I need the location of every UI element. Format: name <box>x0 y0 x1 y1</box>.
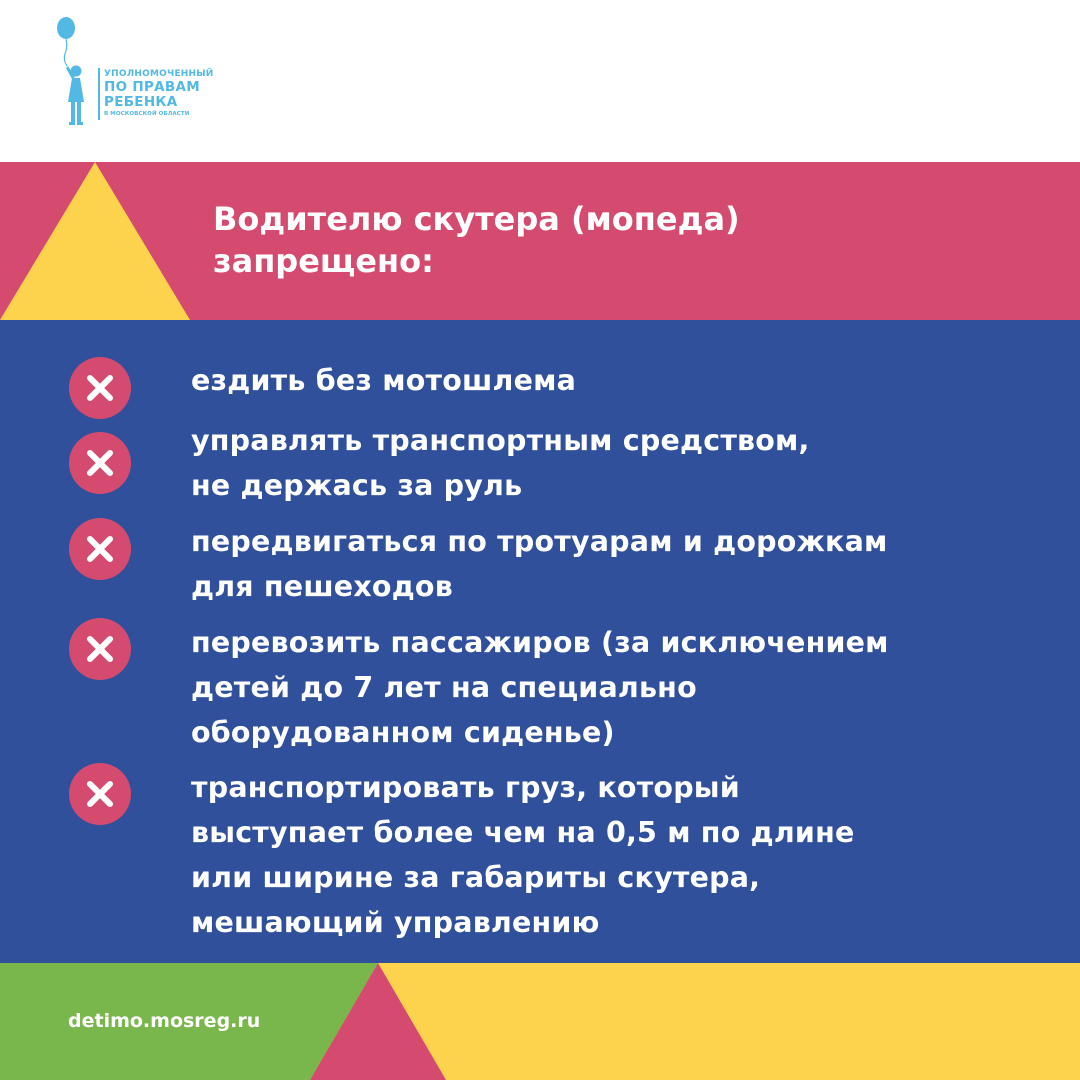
footer-url: detimo.mosreg.ru <box>68 1010 261 1032</box>
list-item-text: транспортировать груз, который выступает более чем на 0,5 м по длине или ширине за габариты скутера, мешающий управлению <box>191 771 855 939</box>
logo-line-4: В МОСКОВСКОЙ ОБЛАСТИ <box>104 111 190 117</box>
list-item-text: ездить без мотошлема <box>191 364 577 397</box>
cross-icon <box>69 432 131 494</box>
logo-line-3: РЕБЕНКА <box>104 94 178 110</box>
list-item-text: управлять транспортным средством, не держась за руль <box>191 424 810 502</box>
cross-icon <box>69 618 131 680</box>
title-line-1: Водителю скутера (мопеда) <box>213 200 740 238</box>
page-title <box>213 198 1053 282</box>
logo-text <box>104 68 214 119</box>
cross-icon <box>69 357 131 419</box>
logo-line-1: УПОЛНОМОЧЕННЫЙ <box>104 69 214 79</box>
logo-line-2: ПО ПРАВАМ <box>104 79 200 95</box>
yellow-triangle-decoration <box>0 162 190 320</box>
girl-with-balloon-icon <box>50 16 100 128</box>
title-line-2: запрещено: <box>213 242 434 280</box>
list-item-text: перевозить пассажиров (за исключением детей до 7 лет на специально оборудованном сиденье) <box>191 626 889 749</box>
list-item-text: передвигаться по тротуарам и дорожкам для пешеходов <box>191 525 888 603</box>
cross-icon <box>69 763 131 825</box>
logo-divider <box>98 68 100 120</box>
cross-icon <box>69 518 131 580</box>
